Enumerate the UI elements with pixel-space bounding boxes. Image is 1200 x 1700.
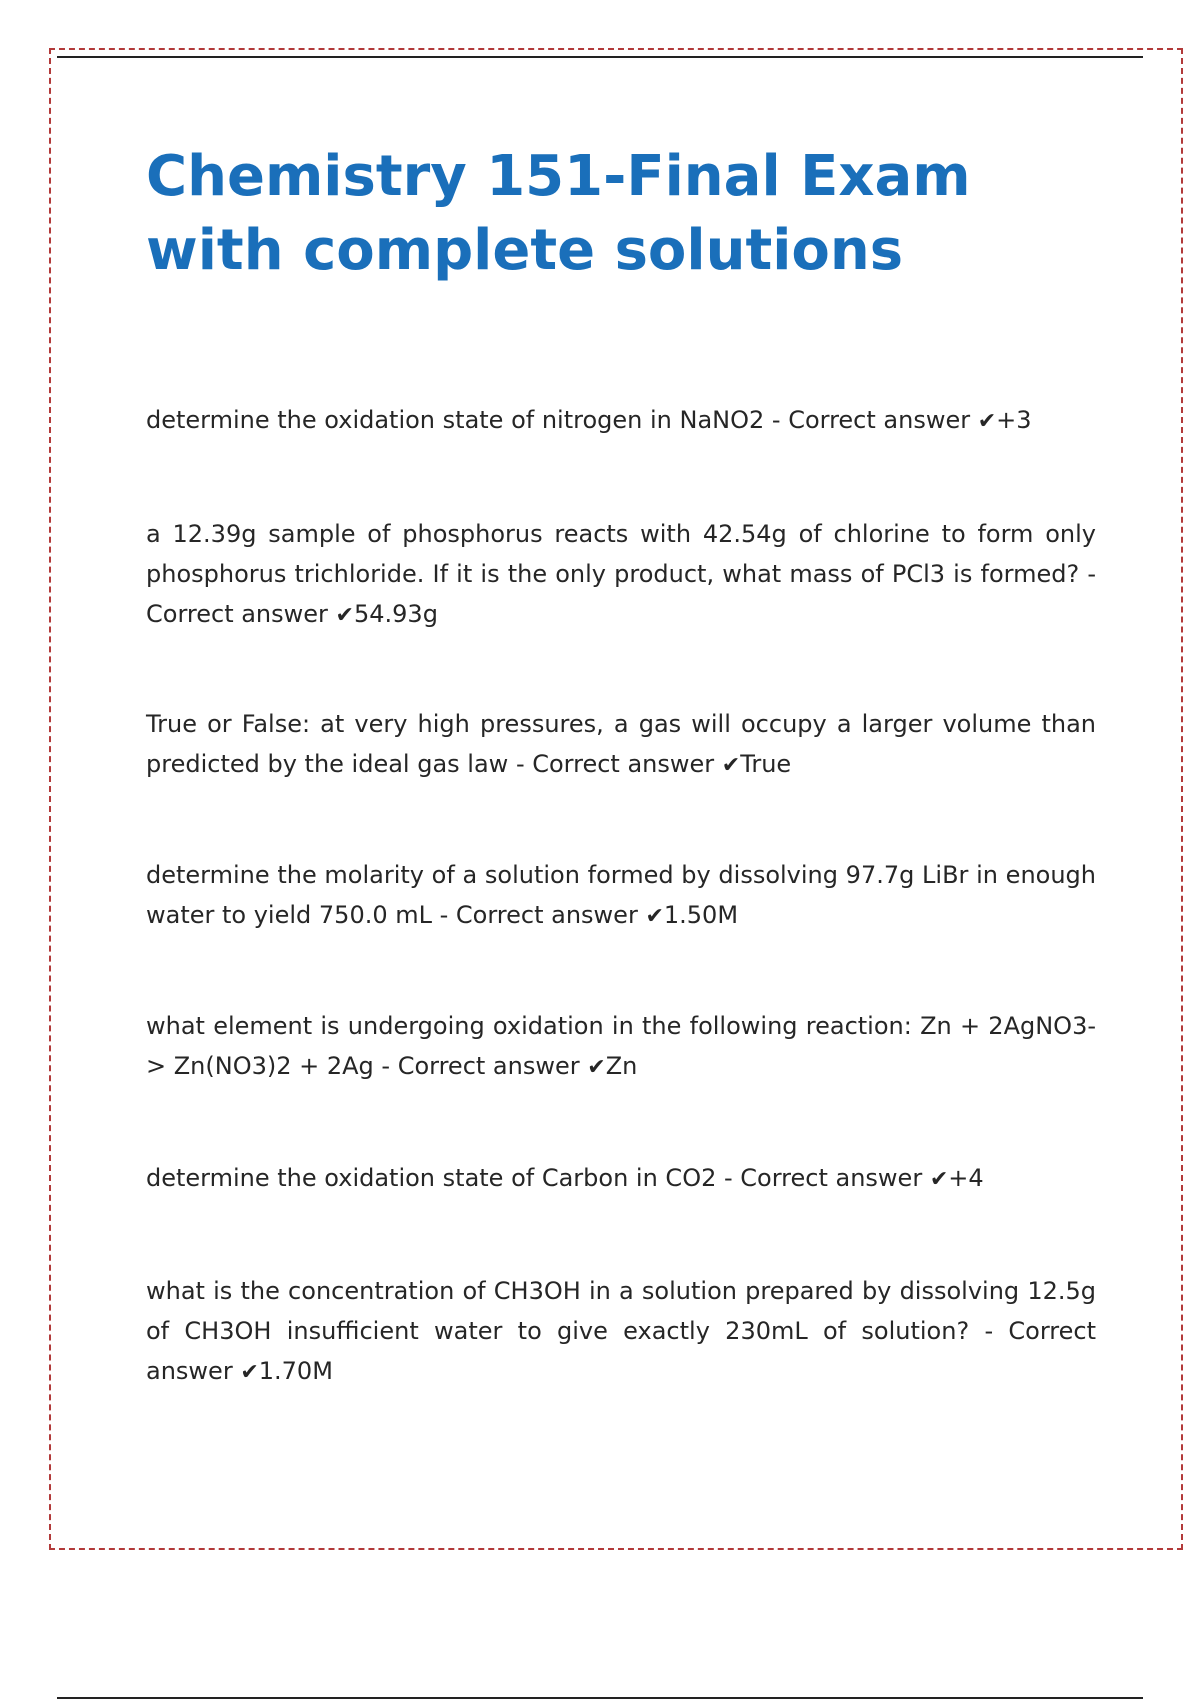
answer-text: 54.93g: [353, 600, 438, 628]
answer-text: +3: [996, 406, 1032, 434]
question-text: determine the molarity of a solution formed by dissolving 97.7g LiBr in enough water to yield 750.0 mL - Correct answer: [146, 861, 1096, 929]
check-icon: ✔: [721, 753, 741, 778]
answer-text: Zn: [605, 1052, 638, 1080]
title-line-1: Chemistry 151-Final Exam: [146, 144, 971, 209]
question-item-7: [146, 1271, 1096, 1393]
check-icon: ✔: [929, 1167, 949, 1192]
question-item-3: [146, 704, 1096, 786]
question-item-4: [146, 855, 1096, 937]
question-text: what element is undergoing oxidation in the following reaction: Zn + 2AgNO3-> Zn(NO3)2 + 2Ag - Correct answer: [146, 1012, 1096, 1080]
question-text: determine the oxidation state of nitrogen in NaNO2 - Correct answer: [146, 406, 978, 434]
check-icon: ✔: [240, 1360, 259, 1385]
answer-text: 1.70M: [258, 1357, 333, 1385]
check-icon: ✔: [645, 904, 664, 929]
question-item-6: [146, 1158, 1096, 1200]
check-icon: ✔: [587, 1055, 606, 1080]
question-text: True or False: at very high pressures, a gas will occupy a larger volume than predicted by the ideal gas law - Correct answer: [146, 710, 1096, 778]
question-text: a 12.39g sample of phosphorus reacts with 42.54g of chlorine to form only phosphorus trichloride. If it is the only product, what mass of PCl3 is formed? - Correct answer: [146, 520, 1096, 628]
answer-text: 1.50M: [663, 901, 739, 929]
title-line-2: with complete solutions: [146, 218, 904, 283]
answer-text: +4: [948, 1164, 984, 1192]
check-icon: ✔: [977, 409, 997, 434]
question-item-1: [146, 400, 1096, 442]
question-item-2: [146, 514, 1096, 636]
check-icon: ✔: [335, 603, 354, 628]
header-rule: [57, 56, 1143, 58]
footer-rule: [57, 1697, 1143, 1699]
question-text: what is the concentration of CH3OH in a solution prepared by dissolving 12.5g of CH3OH insufficient water to give exactly 230mL of solution? - Correct answer: [146, 1277, 1096, 1385]
question-text: determine the oxidation state of Carbon in CO2 - Correct answer: [146, 1164, 930, 1192]
answer-text: True: [740, 750, 792, 778]
document-title: [146, 140, 1106, 288]
question-item-5: [146, 1006, 1096, 1088]
